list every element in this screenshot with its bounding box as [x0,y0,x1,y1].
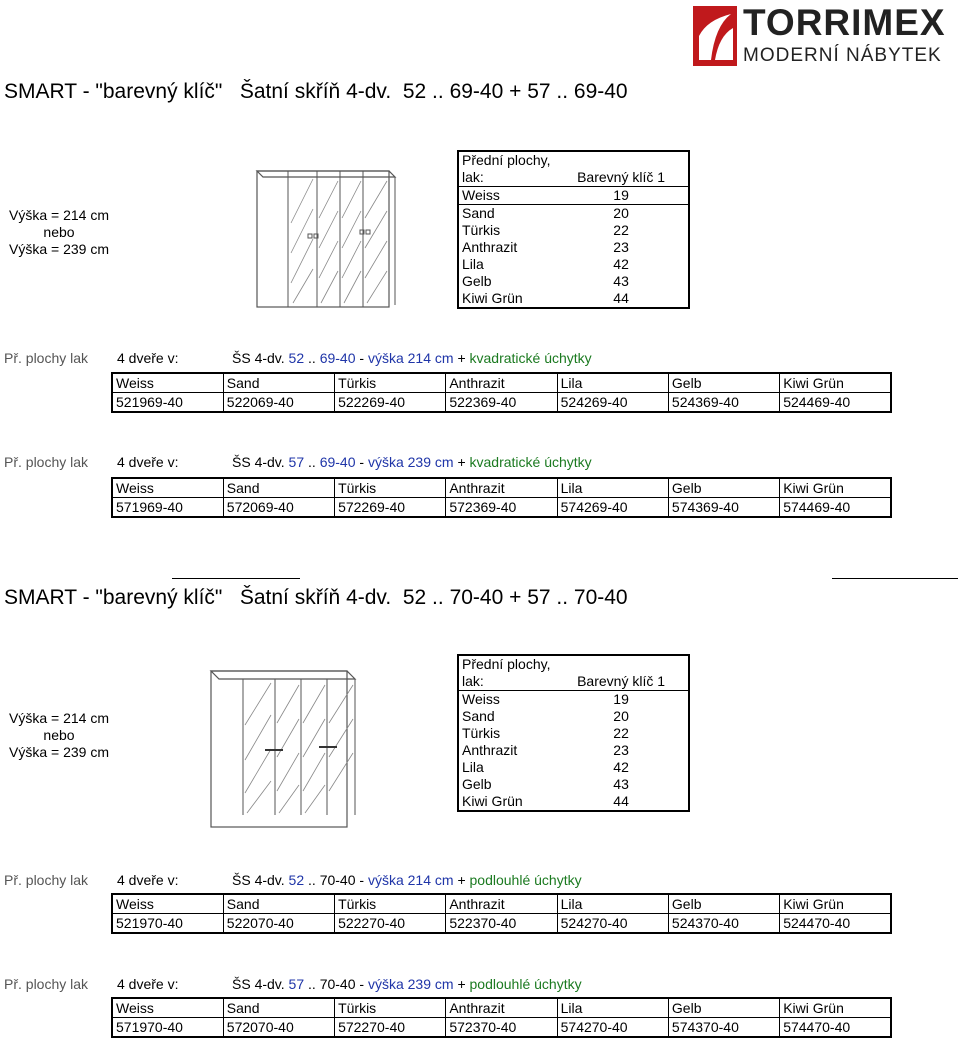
code-table [111,477,892,518]
model-height: výška 214 cm [367,872,454,888]
height-214: Výška = 214 cm [9,207,109,223]
variant-doors: 4 dveře v: [117,976,179,992]
model-name: ŠS 4-dv. [232,350,285,366]
color-name: Sand [458,205,554,223]
product-code: 524470-40 [780,914,891,934]
code-row [112,914,891,934]
product-code: 522269-40 [335,393,446,413]
color-key: 44 [613,793,629,809]
model-plus: + [457,350,466,366]
color-key: 43 [613,776,629,792]
product-code: 572269-40 [335,498,446,518]
color-key-header: Barevný klíč 1 [554,673,689,691]
color-col: Lila [557,373,668,393]
color-row [458,725,689,742]
variant-label: Př. plochy lak [4,872,89,888]
color-name: Lila [462,256,484,272]
color-row [458,273,689,290]
logo-mark-icon [693,6,737,66]
product-code: 574270-40 [557,1018,668,1038]
divider [832,578,958,579]
product-code: 521970-40 [112,914,223,934]
product-code: 574470-40 [780,1018,891,1038]
color-key: 23 [613,742,629,758]
model-separator: .. [308,350,316,366]
product-code: 522369-40 [446,393,557,413]
model-height: výška 214 cm [367,350,454,366]
height-239: Výška = 239 cm [9,744,109,760]
color-key: 22 [613,725,629,741]
variant-doors: 4 dveře v: [117,454,179,470]
color-row [458,222,689,239]
color-row [458,239,689,256]
product-code: 574469-40 [780,498,891,518]
color-col: Weiss [112,894,223,914]
color-row [458,742,689,759]
model-suffix: 70-40 [319,976,356,992]
color-name: Gelb [462,273,492,289]
model-plus: + [457,454,466,470]
variant-label: Př. plochy lak [4,350,89,366]
color-col: Gelb [668,998,779,1018]
divider [172,578,300,579]
color-col: Türkis [335,998,446,1018]
color-table-header-lak: lak: [458,673,554,691]
model-dash: - [359,872,365,888]
color-row [458,691,689,709]
model-handles: kvadratické úchytky [469,350,592,366]
color-key: 19 [613,691,629,707]
section-title: SMART - "barevný klíč" Šatní skříň 4-dv. 52 .. 70-40 + 57 .. 70-40 [4,586,628,609]
color-col: Anthrazit [446,373,557,393]
variant-label: Př. plochy lak [4,976,89,992]
height-214: Výška = 214 cm [9,710,109,726]
color-name: Weiss [462,691,500,707]
logo-name: TORRIMEX [743,2,946,43]
color-row [458,205,689,223]
wardrobe-drawing-square-handles [253,163,398,313]
product-code: 524469-40 [780,393,891,413]
color-name: Gelb [462,776,492,792]
color-key: 20 [613,708,629,724]
code-row [112,498,891,518]
product-code: 524370-40 [668,914,779,934]
color-col: Sand [223,998,334,1018]
color-col: Lila [557,894,668,914]
product-code: 524269-40 [557,393,668,413]
code-row [112,1018,891,1038]
model-dash: - [359,454,365,470]
color-row [458,290,689,308]
model-number: 57 [288,976,305,992]
color-key: 20 [554,205,689,223]
color-header-row [112,998,891,1018]
height-or: nebo [43,224,75,240]
product-code: 521969-40 [112,393,223,413]
height-options [2,207,116,258]
color-key: 19 [554,187,689,205]
color-row [458,708,689,725]
color-col: Sand [223,478,334,498]
logo-subtitle: MODERNÍ NÁBYTEK [743,45,942,66]
product-code: 572369-40 [446,498,557,518]
color-col: Gelb [668,373,779,393]
code-table [111,372,892,413]
color-key-table [457,654,690,812]
wardrobe-drawing-long-handles [207,665,372,830]
color-col: Kiwi Grün [780,478,891,498]
color-name: Lila [462,759,484,775]
color-col: Weiss [112,478,223,498]
color-header-row [112,478,891,498]
model-number: 57 [288,454,305,470]
variant-label: Př. plochy lak [4,454,89,470]
model-number: 52 [288,872,305,888]
color-header-row [112,373,891,393]
color-key-table [457,150,690,309]
code-row [112,393,891,413]
variant-model [232,454,592,470]
product-code: 572370-40 [446,1018,557,1038]
variant-model [232,872,582,888]
color-key: 22 [613,222,629,238]
height-239: Výška = 239 cm [9,241,109,257]
color-row [458,793,689,811]
color-col: Anthrazit [446,998,557,1018]
color-table-header-lak: lak: [458,169,554,187]
variant-doors: 4 dveře v: [117,350,179,366]
color-col: Sand [223,373,334,393]
product-code: 571970-40 [112,1018,223,1038]
product-code: 522270-40 [335,914,446,934]
color-name: Türkis [462,222,501,238]
product-code: 571969-40 [112,498,223,518]
color-col: Türkis [335,478,446,498]
color-header-row [112,894,891,914]
model-suffix: 69-40 [319,350,356,366]
color-col: Gelb [668,478,779,498]
color-col: Anthrazit [446,894,557,914]
model-dash: - [359,976,365,992]
model-height: výška 239 cm [367,976,454,992]
product-code: 522370-40 [446,914,557,934]
code-table [111,893,892,934]
color-col: Lila [557,998,668,1018]
color-col: Lila [557,478,668,498]
model-height: výška 239 cm [367,454,454,470]
color-name: Anthrazit [462,239,518,255]
color-col: Sand [223,894,334,914]
model-separator: .. [308,872,316,888]
model-name: ŠS 4-dv. [232,454,285,470]
product-code: 524270-40 [557,914,668,934]
model-handles: podlouhlé úchytky [469,872,582,888]
color-name: Türkis [462,725,501,741]
height-options [2,710,116,761]
model-name: ŠS 4-dv. [232,872,285,888]
product-code: 572069-40 [223,498,334,518]
brand-logo [693,4,953,68]
color-col: Anthrazit [446,478,557,498]
product-code: 522069-40 [223,393,334,413]
model-suffix: 70-40 [319,872,356,888]
color-key: 44 [613,290,629,306]
height-or: nebo [43,727,75,743]
code-table [111,997,892,1038]
color-table-header: Přední plochy, [462,656,551,672]
color-row [458,776,689,793]
color-col: Weiss [112,998,223,1018]
product-code: 572070-40 [223,1018,334,1038]
color-col: Gelb [668,894,779,914]
product-code: 572270-40 [335,1018,446,1038]
section-title: SMART - "barevný klíč" Šatní skříň 4-dv. 52 .. 69-40 + 57 .. 69-40 [4,80,628,103]
product-code: 524369-40 [668,393,779,413]
variant-doors: 4 dveře v: [117,872,179,888]
color-key: 42 [613,759,629,775]
color-name: Kiwi Grün [462,290,523,306]
color-key-header: Barevný klíč 1 [554,169,689,187]
color-row [458,759,689,776]
color-key: 23 [613,239,629,255]
color-key: 42 [613,256,629,272]
variant-model [232,350,592,366]
model-separator: .. [308,976,316,992]
color-name: Weiss [458,187,554,205]
model-handles: podlouhlé úchytky [469,976,582,992]
product-code: 574269-40 [557,498,668,518]
color-row [458,187,689,205]
color-col: Türkis [335,373,446,393]
color-col: Kiwi Grün [780,894,891,914]
color-table-header: Přední plochy, [462,152,551,168]
product-code: 522070-40 [223,914,334,934]
model-handles: kvadratické úchytky [469,454,592,470]
variant-model [232,976,582,992]
color-name: Anthrazit [462,742,518,758]
model-plus: + [457,872,466,888]
color-row [458,256,689,273]
model-separator: .. [308,454,316,470]
model-number: 52 [288,350,305,366]
model-dash: - [359,350,365,366]
color-name: Sand [462,708,495,724]
product-code: 574370-40 [668,1018,779,1038]
color-key: 43 [613,273,629,289]
color-name: Kiwi Grün [462,793,523,809]
model-plus: + [457,976,466,992]
color-col: Kiwi Grün [780,998,891,1018]
color-col: Türkis [335,894,446,914]
model-suffix: 69-40 [319,454,356,470]
product-code: 574369-40 [668,498,779,518]
model-name: ŠS 4-dv. [232,976,285,992]
color-col: Kiwi Grün [780,373,891,393]
color-col: Weiss [112,373,223,393]
